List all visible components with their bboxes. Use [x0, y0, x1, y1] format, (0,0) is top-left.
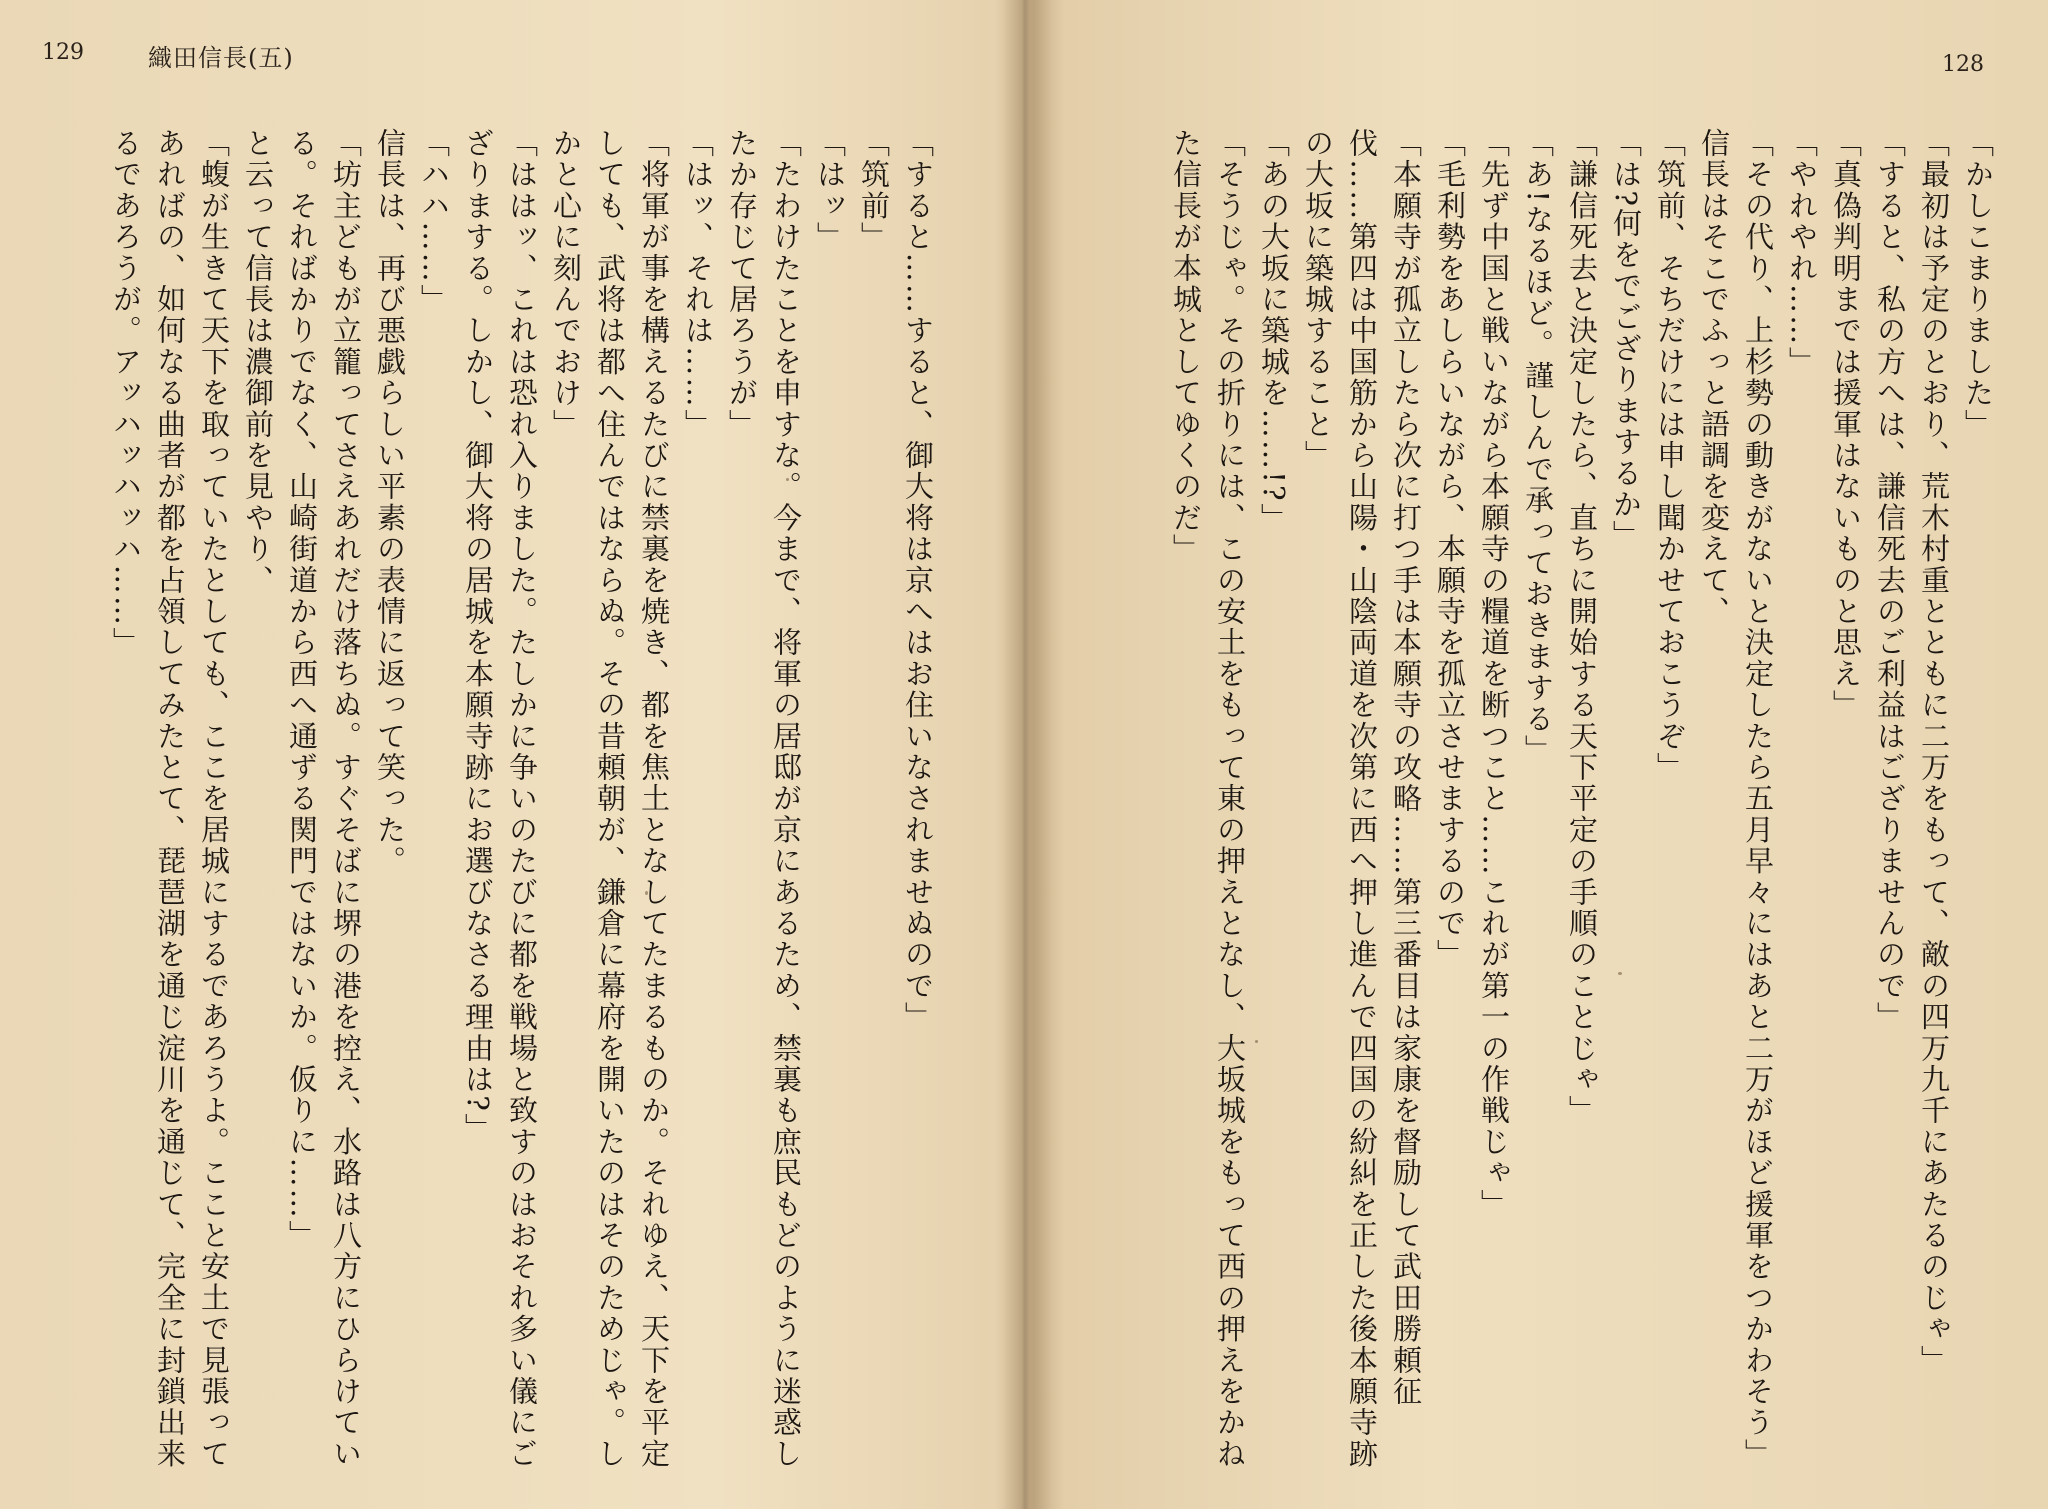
text-line: と云って信長は濃御前を見やり、	[241, 128, 275, 596]
text-line: 「将軍が事を構えるたびに禁裏を焼き、都を焦土となしてたまるものか。それゆえ、天下を平定	[637, 128, 671, 1470]
text-line: 信長はそこでふっと語調を変えて、	[1697, 128, 1731, 628]
text-line: 「筑前、そちだけには申し聞かせておこうぞ」	[1653, 128, 1687, 784]
text-line: 「本願寺が孤立したら次に打つ手は本願寺の攻略……第三番目は家康を督励して武田勝頼征	[1389, 128, 1423, 1408]
left-page	[0, 0, 1005, 1509]
paper-speck	[786, 478, 789, 481]
text-line: 「ははッ、これは恐れ入りました。たしかに争いのたびに都を戦場と致すのはおそれ多い儀にご	[505, 128, 539, 1470]
text-line: 「すると、私の方へは、謙信死去のご利益はござりませんので」	[1873, 128, 1907, 1033]
running-head: 織田信長(五)	[148, 44, 294, 72]
text-line: しても、武将は都へ住んではならぬ。その昔頼朝が、鎌倉に幕府を開いたのはそのためじゃ。し	[593, 128, 627, 1470]
text-line: 「やれやれ……」	[1785, 128, 1819, 378]
text-line: 「そうじゃ。その折りには、この安土をもって東の押えとなし、大坂城をもって西の押えをかね	[1213, 128, 1247, 1470]
page-number: 128	[1942, 52, 1984, 77]
text-line: 「すると……すると、御大将は京へはお住いなされませぬので」	[901, 128, 935, 1033]
page-number: 129	[42, 40, 84, 65]
text-line: るであろうが。アッハッハッハ……」	[109, 128, 143, 659]
text-line: 「はッ、それは……」	[681, 128, 715, 440]
right-page-body	[1100, 128, 2000, 1488]
text-line: 「ハハ……」	[417, 128, 451, 316]
text-line: 「あ!なるほど。謹しんで承っておきまする」	[1521, 128, 1555, 766]
text-line: 伐……第四は中国筋から山陽・山陰両道を次第に西へ押し進んで四国の紛糾を正した後本願寺跡	[1345, 128, 1379, 1470]
text-line: 「筑前」	[857, 128, 891, 253]
text-line: 「あの大坂に築城を……!?」	[1257, 128, 1291, 535]
text-line: る。そればかりでなく、山崎街道から西へ通ずる関門ではないか。仮りに……」	[285, 128, 319, 1252]
text-line: あればの、如何なる曲者が都を占領してみたとて、琵琶湖を通じ淀川を通じて、完全に封鎖出来	[153, 128, 187, 1470]
text-line: かと心に刻んでおけ」	[549, 128, 583, 440]
text-line: 「はッ」	[813, 128, 847, 253]
text-line: 「蝮が生きて天下を取っていたとしても、ここを居城にするであろうよ。ここと安土で見張って	[197, 128, 231, 1470]
text-line: 「その代り、上杉勢の動きがないと決定したら五月早々にはあと二万がほど援軍をつかわそう」	[1741, 128, 1775, 1470]
paper-speck	[1618, 972, 1622, 975]
text-line: 「最初は予定のとおり、荒木村重とともに二万をもって、敵の四万九千にあたるのじゃ」	[1917, 128, 1951, 1376]
text-line: た信長が本城としてゆくのだ」	[1169, 128, 1203, 565]
text-line: 「謙信死去と決定したら、直ちに開始する天下平定の手順のことじゃ」	[1565, 128, 1599, 1127]
text-line: 「かしこまりました」	[1961, 128, 1995, 440]
text-line: 「先ず中国と戦いながら本願寺の糧道を断つこと……これが第一の作戦じゃ」	[1477, 128, 1511, 1220]
paper-speck	[1255, 1040, 1258, 1043]
text-line: 「真偽判明までは援軍はないものと思え」	[1829, 128, 1863, 721]
paper-speck	[645, 891, 648, 895]
text-line: ざりまする。しかし、御大将の居城を本願寺跡にお選びなさる理由は?」	[461, 128, 495, 1145]
text-line: たか存じて居ろうが」	[725, 128, 759, 440]
text-line: 「坊主どもが立籠ってさえあれだけ落ちぬ。すぐそばに堺の港を控え、水路は八方にひらけてい	[329, 128, 363, 1470]
left-page-body	[60, 128, 940, 1488]
text-line: 「たわけたことを申すな。今まで、将軍の居邸が京にあるため、禁裏も庶民もどのように迷惑し	[769, 128, 803, 1470]
text-line: 「は?何をでござりまするか」	[1609, 128, 1643, 552]
text-line: の大坂に築城すること」	[1301, 128, 1335, 472]
text-line: 信長は、再び悪戯らしい平素の表情に返って笑った。	[373, 128, 407, 877]
text-line: 「毛利勢をあしらいながら、本願寺を孤立させまするので」	[1433, 128, 1467, 971]
right-page	[1040, 0, 2048, 1509]
